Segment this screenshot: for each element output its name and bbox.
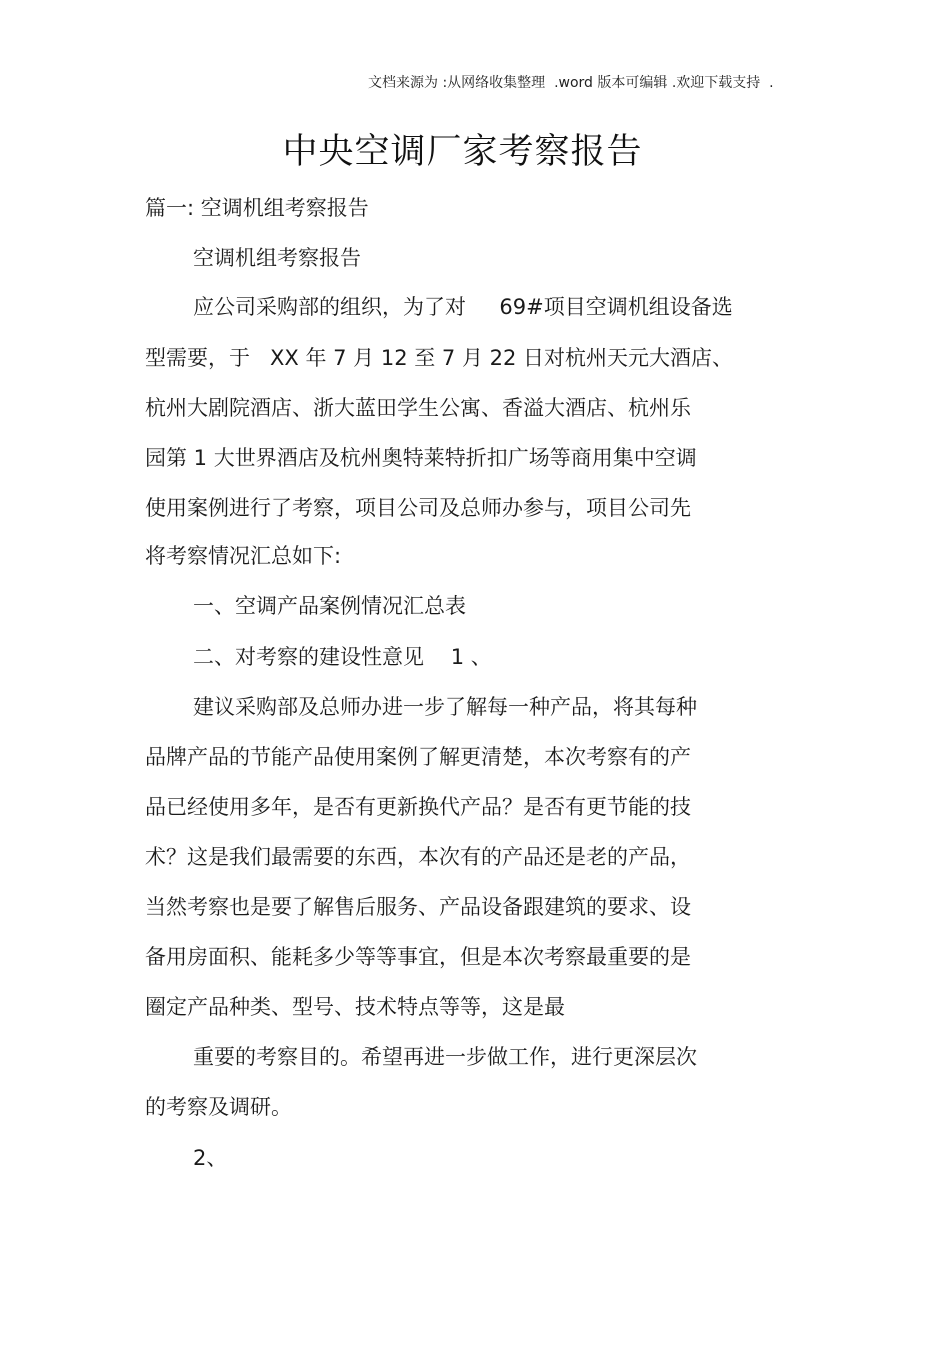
body-line: 杭州大剧院酒店、浙大蓝田学生公寓、香溢大酒店、杭州乐	[145, 396, 691, 420]
body-line: 品牌产品的节能产品使用案例了解更清楚，本次考察有的产	[145, 745, 691, 769]
body-line: 型需要，于 XX 年 7 月 12 至 7 月 22 日对杭州天元大酒店、	[145, 346, 734, 370]
subtitle-line: 空调机组考察报告	[193, 246, 361, 270]
body-line: 使用案例进行了考察，项目公司及总师办参与，项目公司先	[145, 496, 691, 520]
body-line: 重要的考察目的。希望再进一步做工作，进行更深层次	[193, 1045, 697, 1069]
body-line: 的考察及调研。	[145, 1095, 292, 1119]
body-line: 建议采购部及总师办进一步了解每一种产品，将其每种	[193, 695, 697, 719]
body-line: 当然考察也是要了解售后服务、产品设备跟建筑的要求、设	[145, 895, 691, 919]
body-line: 应公司采购部的组织，为了对 69#项目空调机组设备选	[193, 295, 733, 319]
list-item-line: 一、空调产品案例情况汇总表	[193, 594, 466, 618]
section-heading: 篇一: 空调机组考察报告	[145, 196, 369, 220]
body-line: 备用房面积、能耗多少等等事宜，但是本次考察最重要的是	[145, 945, 691, 969]
body-line: 将考察情况汇总如下:	[145, 544, 342, 568]
document-title: 中央空调厂家考察报告	[282, 132, 643, 172]
body-line: 品已经使用多年，是否有更新换代产品？是否有更节能的技	[145, 795, 691, 819]
header-note: 文档来源为 :从网络收集整理 .word 版本可编辑 .欢迎下载支持 .	[368, 75, 774, 91]
body-line: 园第 1 大世界酒店及杭州奥特莱特折扣广场等商用集中空调	[145, 446, 697, 470]
list-item-line: 2、	[193, 1146, 228, 1170]
body-line: 术？这是我们最需要的东西，本次有的产品还是老的产品，	[145, 845, 691, 869]
body-line: 圈定产品种类、型号、技术特点等等，这是最	[145, 995, 565, 1019]
list-item-line: 二、对考察的建设性意见 1 、	[193, 645, 492, 669]
